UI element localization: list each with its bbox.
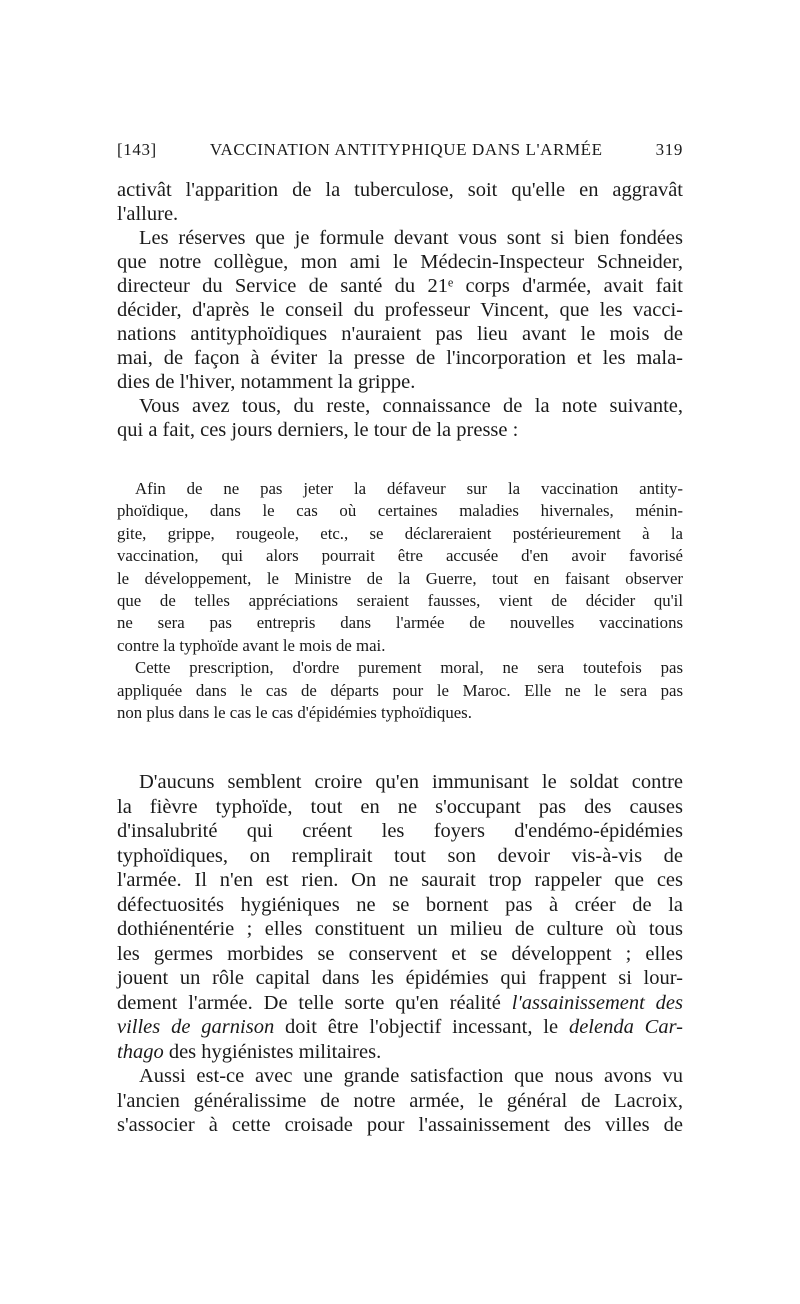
text-line: contre la typhoïde avant le mois de mai.: [117, 635, 386, 655]
text-line: vaccination, qui alors pourrait être accusée d'en avoir favorisé: [117, 546, 683, 566]
text-line: dies de l'hiver, notamment la grippe.: [117, 371, 416, 393]
quoted-note: [117, 478, 683, 724]
text-line: appliquée dans le cas de départs pour le Maroc. Elle ne le sera pas: [117, 680, 683, 700]
text-line: les germes morbides se conservent et se développent ; elles: [117, 942, 683, 965]
text-line: s'associer à cette croisade pour l'assainissement des villes de: [117, 1114, 683, 1136]
text-line: que de telles appréciations seraient fausses, vient de décider qu'il: [117, 591, 683, 611]
body-text-bottom: [117, 770, 683, 1138]
text-line: l'allure.: [117, 203, 179, 225]
quote-paragraph: [117, 657, 683, 724]
page-reference: [143]: [117, 140, 157, 159]
text-line: typhoïdiques, on remplirait tout son devoir vis-à-vis de: [117, 844, 683, 867]
text-line: ne sera pas entrepris dans l'armée de nouvelles vaccinations: [117, 613, 683, 633]
quote-paragraph: [117, 478, 683, 657]
italic-run: delenda Car-: [568, 1016, 683, 1038]
page-number: 319: [655, 140, 683, 159]
text-line: gite, grippe, rougeole, etc., se déclareraient postérieurement à la: [117, 523, 683, 543]
paragraph: [117, 1064, 683, 1138]
text-line: l'ancien généralissime de notre armée, le général de Lacroix,: [117, 1089, 683, 1112]
text-line: Les réserves que je formule devant vous sont si bien fondées: [139, 227, 683, 249]
text-line: Vous avez tous, du reste, connaissance de la note suivante,: [139, 395, 683, 417]
text-line: mai, de façon à éviter la presse de l'incorporation et les mala-: [117, 347, 683, 369]
running-header: [117, 140, 683, 160]
text-line: directeur du Service de santé du 21ᵉ corps d'armée, avait fait: [117, 275, 683, 297]
text-run: doit être l'objectif incessant, le: [274, 1016, 569, 1038]
text-line: phoïdique, dans le cas où certaines maladies hivernales, ménin-: [117, 501, 683, 521]
text-line: que notre collègue, mon ami le Médecin-Inspecteur Schneider,: [117, 251, 683, 273]
running-title: VACCINATION ANTITYPHIQUE DANS L'ARMÉE: [209, 140, 603, 159]
paragraph-continued: [117, 178, 683, 226]
text-line: [117, 991, 683, 1016]
paragraph: [117, 226, 683, 394]
paragraph: [117, 394, 683, 442]
body-text-top: [117, 178, 683, 442]
text-line: l'armée. Il n'en est rien. On ne saurait trop rappeler que ces: [117, 869, 683, 891]
text-line: d'insalubrité qui créent les foyers d'endémo-épidémies: [117, 820, 683, 842]
paragraph: [117, 770, 683, 1064]
text-line: D'aucuns semblent croire qu'en immunisant le soldat contre: [139, 771, 683, 793]
italic-run: villes de garnison: [117, 1016, 275, 1038]
text-line: le développement, le Ministre de la Guerre, tout en faisant observer: [117, 568, 683, 588]
text-run: dement l'armée. De telle sorte qu'en réalité: [117, 991, 512, 1014]
text-line: non plus dans le cas le cas d'épidémies typhoïdiques.: [117, 703, 472, 723]
text-line: [117, 1015, 683, 1040]
text-line: jouent un rôle capital dans les épidémies qui frappent si lour-: [117, 967, 683, 989]
text-line: défectuosités hygiéniques ne se bornent pas à créer de la: [117, 893, 683, 916]
text-line: [117, 1040, 683, 1065]
text-line: qui a fait, ces jours derniers, le tour de la presse :: [117, 419, 519, 441]
text-line: activât l'apparition de la tuberculose, soit qu'elle en aggravât: [117, 179, 683, 201]
text-line: la fièvre typhoïde, tout en ne s'occupant pas des causes: [117, 795, 683, 818]
text-line: Aussi est-ce avec une grande satisfaction que nous avons vu: [139, 1065, 683, 1087]
text-line: nations antityphoïdiques n'auraient pas lieu avant le mois de: [117, 323, 683, 345]
text-line: Afin de ne pas jeter la défaveur sur la vaccination antity-: [135, 479, 683, 498]
text-line: dothiénentérie ; elles constituent un milieu de culture où tous: [117, 918, 683, 940]
text-line: décider, d'après le conseil du professeur Vincent, que les vacci-: [117, 299, 683, 321]
italic-run: l'assainissement des: [511, 991, 683, 1014]
text-run: des hygiénistes militaires.: [163, 1040, 382, 1063]
italic-run: thago: [117, 1040, 164, 1063]
text-line: Cette prescription, d'ordre purement moral, ne sera toutefois pas: [135, 658, 683, 678]
